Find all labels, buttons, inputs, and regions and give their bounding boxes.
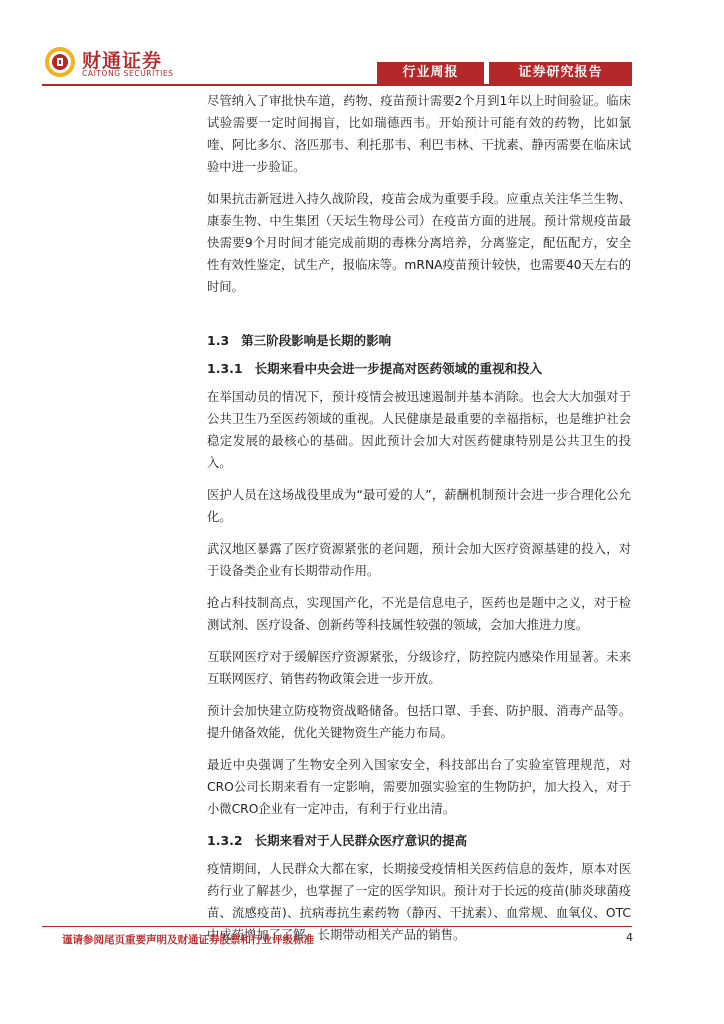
paragraph-wuhan-resources: 武汉地区暴露了医疗资源紧张的老问题，预计会加大医疗资源基建的投入，对于设备类企业有长期带动作用。 bbox=[207, 542, 631, 578]
section-heading-1-3 bbox=[207, 330, 631, 352]
section-number: 1.3 bbox=[207, 333, 230, 348]
paragraph-vaccine-focus: 如果抗击新冠进入持久战阶段，疫苗会成为重要手段。应重点关注华兰生物、康泰生物、中生集团（天坛生物母公司）在疫苗方面的进展。预计常规疫苗最快需要9个月时间才能完成前期的毒株分离培养，分离鉴定，配伍配方，安全性有效性鉴定，试生产，报临床等。mRNA疫苗预计较快，也需要40天左右的时间。 bbox=[207, 192, 631, 294]
paragraph-tech-localization: 抢占科技制高点，实现国产化，不光是信息电子，医药也是题中之义，对于检测试剂、医疗设备、创新药等科技属性较强的领域，会加大推进力度。 bbox=[207, 596, 631, 632]
footer-disclaimer: 谨请参阅尾页重要声明及财通证券股票和行业评级标准 bbox=[62, 934, 314, 946]
section-title: 第三阶段影响是长期的影响 bbox=[241, 333, 392, 348]
footer-divider bbox=[42, 926, 632, 927]
section-number: 1.3.2 bbox=[207, 833, 243, 848]
paragraph-internet-healthcare: 互联网医疗对于缓解医疗资源紧张，分级诊疗，防控院内感染作用显著。未来互联网医疗、销售药物政策会进一步开放。 bbox=[207, 650, 631, 686]
logo-emblem-icon bbox=[44, 46, 76, 78]
section-title: 长期来看对于人民群众医疗意识的提高 bbox=[254, 833, 468, 848]
section-heading-1-3-1 bbox=[207, 358, 631, 380]
company-logo bbox=[44, 44, 184, 80]
header-divider bbox=[42, 84, 632, 86]
logo-english-name: CAITONG SECURITIES bbox=[82, 69, 174, 78]
header-tab-report-type: 证券研究报告 bbox=[489, 62, 632, 84]
paragraph-medical-staff: 医护人员在这场战役里成为“最可爱的人”，薪酬机制预计会进一步合理化公允化。 bbox=[207, 488, 631, 524]
paragraph-public-health: 在举国动员的情况下，预计疫情会被迅速遏制并基本消除。也会大大加强对于公共卫生乃至医药领域的重视。人民健康是最重要的幸福指标，也是维护社会稳定发展的最核心的基础。因此预计会加大对医药健康特别是公共卫生的投入。 bbox=[207, 390, 631, 470]
header-tab-weekly: 行业周报 bbox=[377, 62, 484, 84]
paragraph-public-awareness: 疫情期间，人民群众大都在家，长期接受疫情相关医药信息的轰炸，原本对医药行业了解甚少，也掌握了一定的医学知识。预计对于长远的疫苗(肺炎球菌疫苗、流感疫苗)、抗病毒抗生素药物（静丙、干扰素）、血常规、血氧仪、OTC中成药增加了了解，长期带动相关产品的销售。 bbox=[207, 862, 631, 942]
section-title: 长期来看中央会进一步提高对医药领域的重视和投入 bbox=[254, 361, 543, 376]
paragraph-biosafety-cro: 最近中央强调了生物安全列入国家安全，科技部出台了实验室管理规范，对CRO公司长期来看有一定影响，需要加强实验室的生物防护，加大投入，对于小微CRO企业有一定冲击，有利于行业出清。 bbox=[207, 758, 631, 816]
page-number: 4 bbox=[626, 931, 633, 944]
report-body bbox=[207, 90, 631, 956]
logo-company-name: 财通证券 bbox=[82, 50, 163, 72]
section-number: 1.3.1 bbox=[207, 361, 243, 376]
section-heading-1-3-2 bbox=[207, 830, 631, 852]
paragraph-drug-vaccine-validation: 尽管纳入了审批快车道，药物、疫苗预计需要2个月到1年以上时间验证。临床试验需要一定时间揭盲，比如瑞德西韦。开始预计可能有效的药物，比如氯喹、阿比多尔、洛匹那韦、利托那韦、利巴韦林、干扰素、静丙需要在临床试验中进一步验证。 bbox=[207, 94, 631, 174]
paragraph-strategic-reserve: 预计会加快建立防疫物资战略储备。包括口罩、手套、防护服、消毒产品等。提升储备效能，优化关键物资生产能力布局。 bbox=[207, 704, 631, 740]
